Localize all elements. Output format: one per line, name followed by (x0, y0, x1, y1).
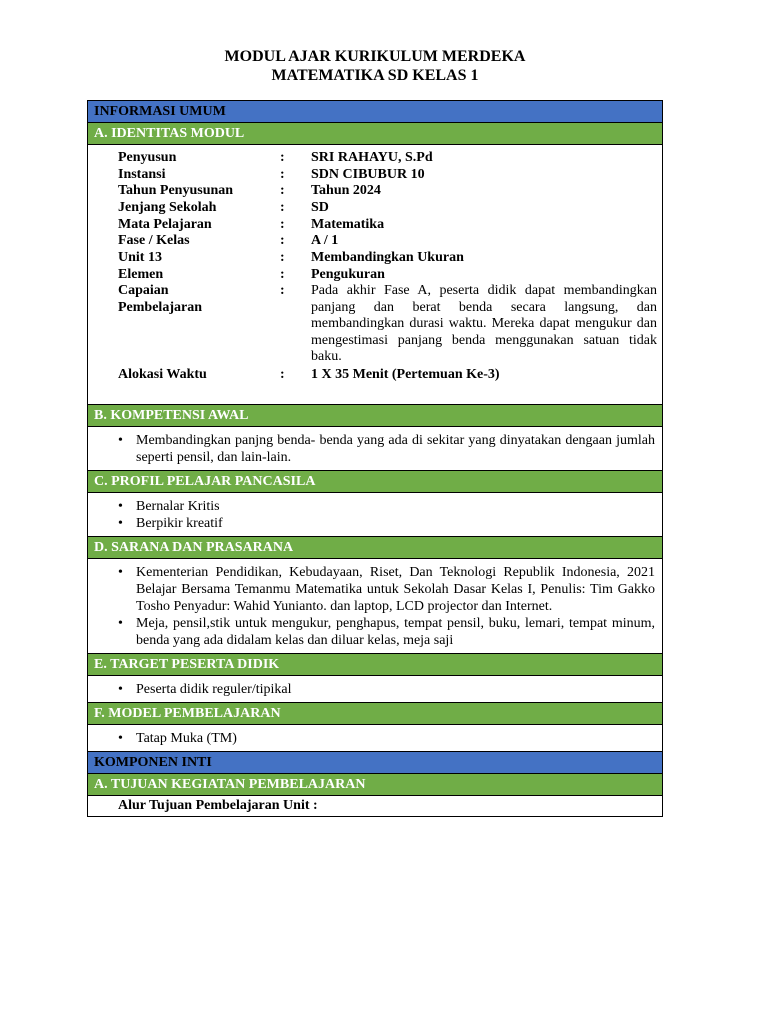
tujuan-kegiatan-header: A. TUJUAN KEGIATAN PEMBELAJARAN (88, 774, 662, 796)
module-table (87, 100, 663, 817)
sarana-section (88, 559, 662, 654)
label-penyusun: Penyusun (118, 150, 177, 165)
value-elemen: Pengukuran (311, 266, 385, 282)
profil-pelajar-header: C. PROFIL PELAJAR PANCASILA (88, 471, 662, 493)
document-subtitle: MATEMATIKA SD KELAS 1 (271, 67, 479, 84)
colon: : (280, 166, 285, 182)
colon: : (280, 183, 285, 198)
komponen-inti-header: KOMPONEN INTI (88, 752, 662, 774)
value-fase-kelas: A / 1 (311, 233, 339, 248)
bullet-icon: • (118, 516, 123, 531)
colon: : (280, 233, 285, 248)
value-capaian-pembelajaran: Pada akhir Fase A, peserta didik dapat membandingkan panjang dan berat benda secara langsung, dan membandingkan durasi waktu. Mereka dapat mengukur dan mengestimasi panjang benda menggunakan satuan tidak baku. (311, 283, 657, 364)
bullet-icon: • (118, 565, 123, 580)
label-capaian: Capaian (118, 283, 169, 298)
value-tahun-penyusunan: Tahun 2024 (311, 183, 381, 198)
profil-section (88, 493, 662, 537)
sarana-prasarana-header: D. SARANA DAN PRASARANA (88, 537, 662, 559)
list-item: • Meja, pensil,stik untuk mengukur, penghapus, tempat pensil, buku, lemari, tempat minum, benda yang ada didalam kelas dan diluar kelas, meja saji (118, 616, 655, 648)
informasi-umum-header: INFORMASI UMUM (88, 101, 662, 123)
identitas-section (88, 145, 662, 405)
document-title: MODUL AJAR KURIKULUM MERDEKA (224, 48, 526, 65)
label-pembelajaran: Pembelajaran (118, 299, 202, 315)
label-instansi: Instansi (118, 166, 166, 182)
bullet-icon: • (118, 616, 123, 631)
model-pembelajaran-header: F. MODEL PEMBELAJARAN (88, 703, 662, 725)
bullet-icon: • (118, 499, 123, 514)
colon: : (280, 200, 285, 215)
colon: : (280, 266, 285, 282)
list-item: • Kementerian Pendidikan, Kebudayaan, Riset, Dan Teknologi Republik Indonesia, 2021 Belajar Bersama Temanmu Matematika untuk Sekolah Dasar Kelas I, Penulis: Tim Gakko Tosho Penyadur: Wahid Yunianto. dan laptop, LCD projector dan Internet. (118, 565, 655, 614)
list-item: • Tatap Muka (TM) (118, 731, 237, 746)
kompetensi-awal-header: B. KOMPETENSI AWAL (88, 405, 662, 427)
target-peserta-header: E. TARGET PESERTA DIDIK (88, 654, 662, 676)
colon: : (280, 367, 285, 382)
label-mata-pelajaran: Mata Pelajaran (118, 216, 212, 232)
bullet-icon: • (118, 682, 123, 697)
list-item: • Bernalar Kritis (118, 499, 220, 514)
model-section (88, 725, 662, 752)
list-item: • Membandingkan panjng benda- benda yang ada di sekitar yang dinyatakan dengaan jumlah seperti pensil, dan lain-lain. (118, 433, 655, 465)
label-jenjang-sekolah: Jenjang Sekolah (118, 200, 217, 215)
value-alokasi-waktu: 1 X 35 Menit (Pertemuan Ke-3) (311, 367, 500, 382)
identitas-modul-header: A. IDENTITAS MODUL (88, 123, 662, 145)
colon: : (280, 150, 285, 165)
value-instansi: SDN CIBUBUR 10 (311, 166, 425, 182)
target-section (88, 676, 662, 703)
list-item: • Peserta didik reguler/tipikal (118, 682, 292, 697)
value-jenjang-sekolah: SD (311, 200, 329, 215)
kompetensi-section (88, 427, 662, 471)
label-alokasi-waktu: Alokasi Waktu (118, 367, 207, 382)
label-tahun-penyusunan: Tahun Penyusunan (118, 183, 234, 198)
label-elemen: Elemen (118, 266, 164, 282)
colon: : (280, 283, 285, 298)
alur-tujuan-row: Alur Tujuan Pembelajaran Unit : (118, 798, 318, 813)
value-mata-pelajaran: Matematika (311, 216, 385, 232)
value-unit: Membandingkan Ukuran (311, 249, 464, 265)
label-fase-kelas: Fase / Kelas (118, 233, 190, 248)
bullet-icon: • (118, 731, 123, 746)
colon: : (280, 216, 285, 232)
bullet-icon: • (118, 433, 123, 448)
colon: : (280, 249, 285, 265)
list-item: • Berpikir kreatif (118, 516, 223, 531)
value-penyusun: SRI RAHAYU, S.Pd (311, 150, 433, 165)
label-unit: Unit 13 (118, 249, 162, 265)
